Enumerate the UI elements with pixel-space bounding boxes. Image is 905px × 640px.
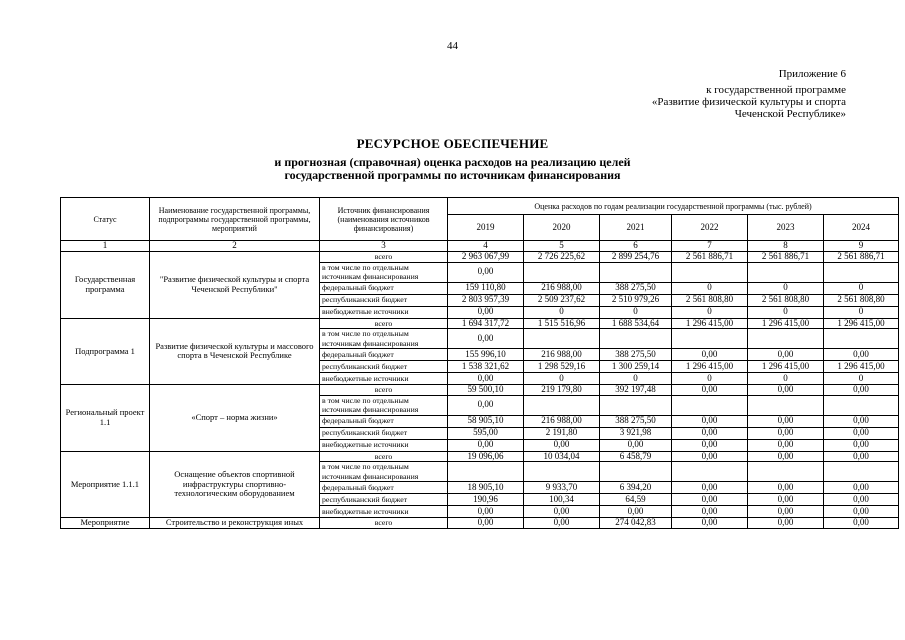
value-cell: 1 296 415,00 xyxy=(672,318,748,329)
value-cell: 0 xyxy=(600,306,672,318)
value-cell: 0,00 xyxy=(824,385,899,396)
table-row xyxy=(61,518,899,529)
value-cell: 1 296 415,00 xyxy=(824,318,899,329)
funding-source: всего xyxy=(320,518,448,529)
value-cell xyxy=(824,395,899,415)
value-cell: 2 191,80 xyxy=(524,427,600,439)
value-cell: 0,00 xyxy=(672,451,748,462)
value-cell: 2 561 808,80 xyxy=(672,294,748,306)
value-cell: 1 688 534,64 xyxy=(600,318,672,329)
value-cell: 0 xyxy=(600,373,672,385)
funding-source: всего xyxy=(320,252,448,263)
document-title: РЕСУРСНОЕ ОБЕСПЕЧЕНИЕ xyxy=(356,136,549,151)
value-cell xyxy=(748,462,824,482)
value-cell xyxy=(672,462,748,482)
funding-source: в том числе по отдельным источникам финансирования xyxy=(320,329,448,349)
column-number: 2 xyxy=(150,241,320,252)
value-cell: 0 xyxy=(748,373,824,385)
document-subtitle xyxy=(0,156,905,182)
value-cell xyxy=(600,329,672,349)
value-cell: 2 963 067,99 xyxy=(448,252,524,263)
value-cell: 0,00 xyxy=(600,506,672,518)
funding-source: федеральный бюджет xyxy=(320,415,448,427)
value-cell: 190,96 xyxy=(448,494,524,506)
value-cell: 0 xyxy=(672,282,748,294)
value-cell: 3 921,98 xyxy=(600,427,672,439)
value-cell: 0,00 xyxy=(748,439,824,451)
funding-source: всего xyxy=(320,451,448,462)
column-number: 6 xyxy=(600,241,672,252)
value-cell xyxy=(524,262,600,282)
funding-source: всего xyxy=(320,318,448,329)
value-cell: 0,00 xyxy=(748,506,824,518)
value-cell: 0 xyxy=(524,373,600,385)
value-cell: 0,00 xyxy=(448,262,524,282)
value-cell: 0,00 xyxy=(672,506,748,518)
value-cell xyxy=(600,395,672,415)
funding-source: республиканский бюджет xyxy=(320,361,448,373)
value-cell: 0,00 xyxy=(824,506,899,518)
funding-source: в том числе по отдельным источникам финансирования xyxy=(320,462,448,482)
value-cell: 0,00 xyxy=(824,494,899,506)
value-cell: 0,00 xyxy=(448,306,524,318)
value-cell xyxy=(672,395,748,415)
table-row xyxy=(61,385,899,396)
row-name: «Спорт – норма жизни» xyxy=(150,385,320,452)
value-cell: 0,00 xyxy=(824,349,899,361)
value-cell: 0,00 xyxy=(672,518,748,529)
value-cell: 0,00 xyxy=(600,439,672,451)
value-cell: 0,00 xyxy=(448,518,524,529)
funding-source: республиканский бюджет xyxy=(320,427,448,439)
header-source: Источник финансирования (наименования источников финансирования) xyxy=(320,198,448,241)
value-cell xyxy=(524,395,600,415)
subtitle-line-1: и прогнозная (справочная) оценка расходов на реализацию целей xyxy=(274,155,631,169)
value-cell: 0 xyxy=(672,373,748,385)
column-number: 4 xyxy=(448,241,524,252)
value-cell: 1 296 415,00 xyxy=(748,318,824,329)
value-cell: 0,00 xyxy=(672,385,748,396)
funding-source: федеральный бюджет xyxy=(320,349,448,361)
header-year: 2023 xyxy=(748,215,824,241)
value-cell: 0,00 xyxy=(824,518,899,529)
value-cell: 0 xyxy=(824,306,899,318)
value-cell: 1 538 321,62 xyxy=(448,361,524,373)
value-cell: 216 988,00 xyxy=(524,282,600,294)
value-cell: 100,34 xyxy=(524,494,600,506)
value-cell: 0,00 xyxy=(824,482,899,494)
value-cell: 0,00 xyxy=(748,427,824,439)
header-year: 2019 xyxy=(448,215,524,241)
value-cell: 0,00 xyxy=(448,439,524,451)
table-row xyxy=(61,451,899,462)
value-cell: 64,59 xyxy=(600,494,672,506)
funding-source: в том числе по отдельным источникам финансирования xyxy=(320,262,448,282)
value-cell: 0,00 xyxy=(748,494,824,506)
funding-source: федеральный бюджет xyxy=(320,282,448,294)
funding-source: внебюджетные источники xyxy=(320,306,448,318)
header-year: 2020 xyxy=(524,215,600,241)
value-cell: 0,00 xyxy=(672,427,748,439)
value-cell: 2 561 886,71 xyxy=(824,252,899,263)
value-cell: 1 515 516,96 xyxy=(524,318,600,329)
value-cell: 59 500,10 xyxy=(448,385,524,396)
value-cell: 0,00 xyxy=(748,385,824,396)
value-cell xyxy=(748,395,824,415)
value-cell: 0,00 xyxy=(672,482,748,494)
funding-source: всего xyxy=(320,385,448,396)
row-status: Мероприятие 1.1.1 xyxy=(61,451,150,518)
value-cell: 0,00 xyxy=(448,373,524,385)
value-cell: 0,00 xyxy=(672,439,748,451)
value-cell: 0,00 xyxy=(524,518,600,529)
value-cell: 0,00 xyxy=(448,395,524,415)
table-row xyxy=(61,252,899,263)
value-cell: 0 xyxy=(748,306,824,318)
value-cell: 6 458,79 xyxy=(600,451,672,462)
value-cell: 6 394,20 xyxy=(600,482,672,494)
value-cell: 0 xyxy=(824,282,899,294)
header-year: 2024 xyxy=(824,215,899,241)
row-name: "Развитие физической культуры и спорта Чеченской Республики" xyxy=(150,252,320,319)
value-cell: 216 988,00 xyxy=(524,349,600,361)
header-year: 2022 xyxy=(672,215,748,241)
value-cell: 1 296 415,00 xyxy=(824,361,899,373)
value-cell: 0,00 xyxy=(672,349,748,361)
value-cell: 388 275,50 xyxy=(600,349,672,361)
funding-source: внебюджетные источники xyxy=(320,373,448,385)
value-cell: 2 726 225,62 xyxy=(524,252,600,263)
funding-source: республиканский бюджет xyxy=(320,494,448,506)
header-status: Статус xyxy=(61,198,150,241)
value-cell: 2 561 886,71 xyxy=(672,252,748,263)
value-cell xyxy=(600,262,672,282)
value-cell: 18 905,10 xyxy=(448,482,524,494)
value-cell: 2 561 886,71 xyxy=(748,252,824,263)
value-cell: 0,00 xyxy=(824,415,899,427)
value-cell xyxy=(672,262,748,282)
value-cell: 159 110,80 xyxy=(448,282,524,294)
value-cell xyxy=(824,462,899,482)
value-cell: 0 xyxy=(748,282,824,294)
column-number: 5 xyxy=(524,241,600,252)
value-cell: 216 988,00 xyxy=(524,415,600,427)
funding-source: федеральный бюджет xyxy=(320,482,448,494)
value-cell: 1 298 529,16 xyxy=(524,361,600,373)
funding-source: в том числе по отдельным источникам финансирования xyxy=(320,395,448,415)
value-cell: 595,00 xyxy=(448,427,524,439)
value-cell: 2 561 808,80 xyxy=(748,294,824,306)
value-cell: 388 275,50 xyxy=(600,415,672,427)
appendix-line-3: Чеченской Республике» xyxy=(734,108,846,120)
header-year: 2021 xyxy=(600,215,672,241)
value-cell: 1 300 259,14 xyxy=(600,361,672,373)
value-cell: 58 905,10 xyxy=(448,415,524,427)
value-cell xyxy=(524,329,600,349)
value-cell xyxy=(672,329,748,349)
value-cell: 0,00 xyxy=(748,482,824,494)
value-cell: 0,00 xyxy=(824,451,899,462)
value-cell xyxy=(524,462,600,482)
value-cell: 10 034,04 xyxy=(524,451,600,462)
value-cell: 0,00 xyxy=(672,494,748,506)
value-cell: 0,00 xyxy=(448,506,524,518)
value-cell: 19 096,06 xyxy=(448,451,524,462)
subtitle-line-2: государственной программы по источникам финансирования xyxy=(284,168,621,182)
value-cell: 2 561 808,80 xyxy=(824,294,899,306)
column-number: 8 xyxy=(748,241,824,252)
value-cell xyxy=(824,262,899,282)
value-cell xyxy=(748,329,824,349)
appendix-line-1: к государственной программе xyxy=(706,84,846,96)
value-cell: 0,00 xyxy=(824,439,899,451)
value-cell xyxy=(748,262,824,282)
row-status: Мероприятие xyxy=(61,518,150,529)
value-cell: 1 296 415,00 xyxy=(672,361,748,373)
value-cell: 0 xyxy=(672,306,748,318)
row-name: Развитие физической культуры и массового спорта в Чеченской Республике xyxy=(150,318,320,385)
page-number: 44 xyxy=(447,40,458,52)
value-cell: 392 197,48 xyxy=(600,385,672,396)
value-cell: 0 xyxy=(824,373,899,385)
funding-source: внебюджетные источники xyxy=(320,439,448,451)
column-number: 9 xyxy=(824,241,899,252)
value-cell: 0 xyxy=(524,306,600,318)
value-cell: 2 509 237,62 xyxy=(524,294,600,306)
column-number: 1 xyxy=(61,241,150,252)
row-name: Оснащение объектов спортивной инфраструктуры спортивно-технологическим оборудованием xyxy=(150,451,320,518)
value-cell xyxy=(448,462,524,482)
value-cell: 388 275,50 xyxy=(600,282,672,294)
value-cell xyxy=(600,462,672,482)
value-cell: 0,00 xyxy=(672,415,748,427)
column-number: 7 xyxy=(672,241,748,252)
value-cell: 219 179,80 xyxy=(524,385,600,396)
table-row xyxy=(61,318,899,329)
value-cell: 0,00 xyxy=(824,427,899,439)
row-name: Строительство и реконструкция иных xyxy=(150,518,320,529)
row-status: Государственная программа xyxy=(61,252,150,319)
value-cell: 0,00 xyxy=(748,349,824,361)
value-cell xyxy=(824,329,899,349)
column-number: 3 xyxy=(320,241,448,252)
appendix-block xyxy=(652,68,846,120)
value-cell: 0,00 xyxy=(748,451,824,462)
appendix-number: Приложение 6 xyxy=(778,68,846,80)
value-cell: 9 933,70 xyxy=(524,482,600,494)
value-cell: 2 803 957,39 xyxy=(448,294,524,306)
funding-source: внебюджетные источники xyxy=(320,506,448,518)
row-status: Подпрограмма 1 xyxy=(61,318,150,385)
resource-table xyxy=(60,197,899,529)
header-estimate: Оценка расходов по годам реализации государственной программы (тыс. рублей) xyxy=(448,198,899,215)
value-cell: 2 899 254,76 xyxy=(600,252,672,263)
value-cell: 0,00 xyxy=(748,415,824,427)
header-name: Наименование государственной программы, подпрограммы государственной программы, мероприятий xyxy=(150,198,320,241)
value-cell: 0,00 xyxy=(524,506,600,518)
value-cell: 274 042,83 xyxy=(600,518,672,529)
value-cell: 2 510 979,26 xyxy=(600,294,672,306)
funding-source: республиканский бюджет xyxy=(320,294,448,306)
value-cell: 155 996,10 xyxy=(448,349,524,361)
value-cell: 1 694 317,72 xyxy=(448,318,524,329)
value-cell: 1 296 415,00 xyxy=(748,361,824,373)
row-status: Региональный проект 1.1 xyxy=(61,385,150,452)
value-cell: 0,00 xyxy=(524,439,600,451)
value-cell: 0,00 xyxy=(448,329,524,349)
appendix-line-2: «Развитие физической культуры и спорта xyxy=(651,96,846,108)
value-cell: 0,00 xyxy=(748,518,824,529)
